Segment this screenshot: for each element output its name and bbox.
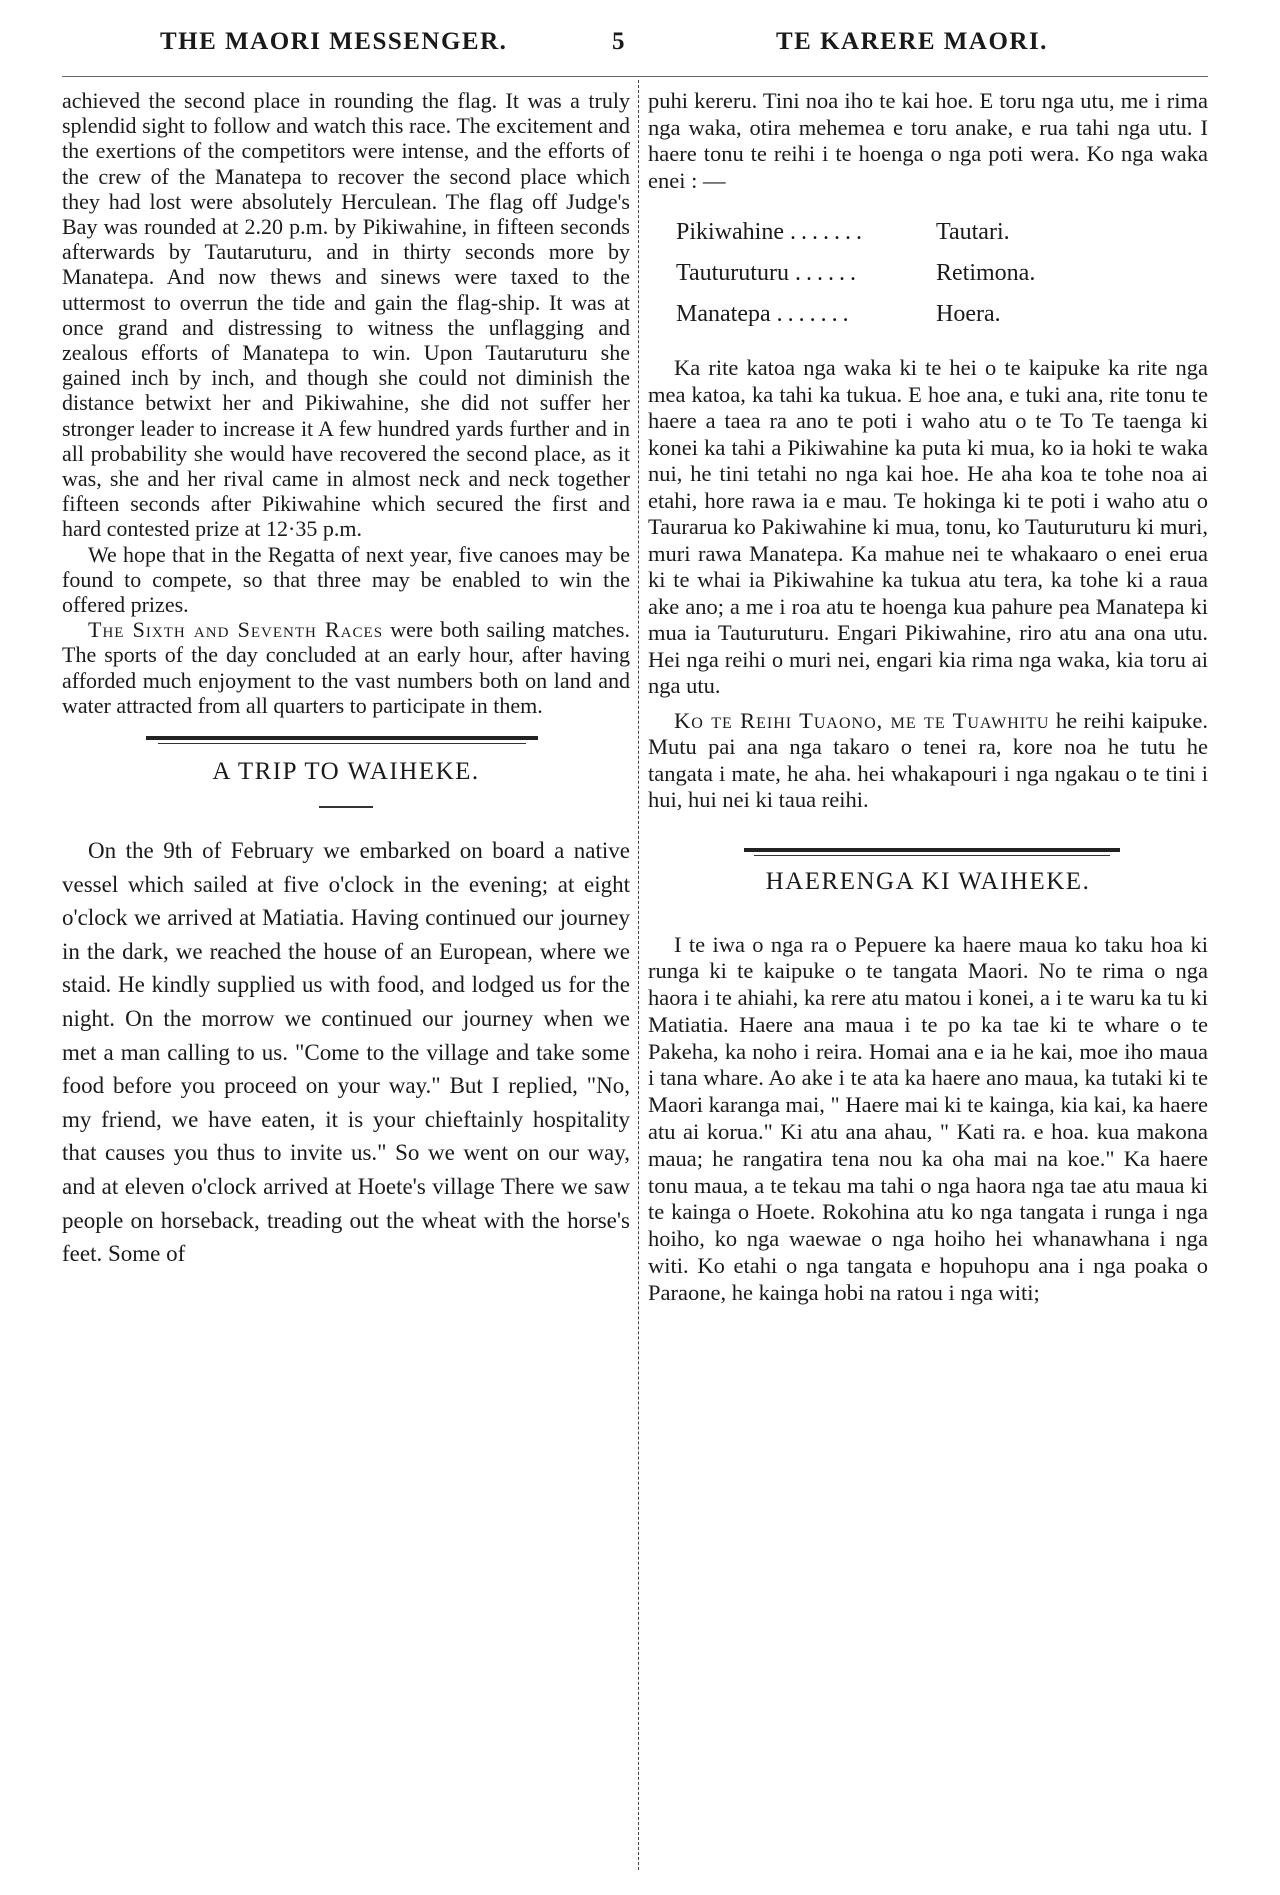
sixth-seventh-races-paragraph — [62, 617, 630, 718]
crew-name: Retimona. — [936, 260, 1036, 286]
sixth-seventh-maori-paragraph — [648, 708, 1208, 814]
crew-name: Tautari. — [936, 219, 1010, 245]
column-divider — [638, 80, 639, 1870]
sixth-seventh-maori-lead: Ko te Reihi Tuaono, me te Tuawhitu — [674, 707, 1050, 733]
header-title-maori: TE KARERE MAORI. — [776, 28, 1048, 55]
header-title-english: THE MAORI MESSENGER. — [160, 28, 508, 55]
race-report-paragraph: achieved the second place in rounding the flag. It was a truly splendid sight to follow and watch this race. The excitement and the exertions of the competitors were intense, and the efforts of the crew of the Manatepa to recover the second place which they had lost were absolutely Herculean. The flag off Judge's Bay was rounded at 2.20 p.m. by Pikiwahine, in fifteen seconds afterwards by Tautaruturu, and in thirty seconds more by Manatepa. And now thews and sinews were taxed to the uttermost to overrun the tide and gain the flag-ship. It was at once grand and distressing to witness the unflagging and zealous efforts of Manatepa to win. Upon Tautaruturu she gained inch by inch, and though she could not diminish the distance betwixt her and Pikiwahine, she did not suffer her stronger leader to increase it A few hundred yards further and in all probability she would have recovered the second place, as it was, she and her rival came in almost neck and neck together fifteen seconds after Pikiwahine which secured the first and hard contested prize at 12·35 p.m. — [62, 88, 630, 542]
canoe-row: Manatepa ....... Hoera. — [676, 301, 1001, 327]
opening-paragraph: puhi kereru. Tini noa iho te kai hoe. E toru nga utu, me i rima nga waka, otira mehemea e toru anake, e rua tahi nga utu. I haere tonu te reihi i te hoenga o nga poti wera. Ko nga waka enei : — — [648, 88, 1208, 193]
canoe-row: Pikiwahine ....... Tautari. — [676, 219, 1010, 245]
trip-paragraph: On the 9th of February we embarked on board a native vessel which sailed at five o'clock in the evening; at eight o'clock we arrived at Matiatia. Having continued our journey in the dark, we reached the house of an European, where we staid. He kindly supplied us with food, and lodged us for the night. On the morrow we continued our journey when we met a man calling to us. "Come to the village and take some food before you proceed on your way." But I replied, "No, my friend, we have eaten, it is your chieftainly hospitality that causes you thus to invite us." So we went on our way, and at eleven o'clock arrived at Hoete's village There we saw people on horseback, treading out the wheat with the horse's feet. Some of — [62, 838, 630, 1267]
canoe-name: Pikiwahine — [676, 219, 784, 245]
sixth-seventh-races-text: were both sailing matches. The sports of the day concluded at an early hour, after having afforded much enjoyment to the vast numbers both on land and water attracted from all quarters to participate in them. — [62, 617, 630, 718]
canoe-name: Manatepa — [676, 301, 771, 327]
section-divider — [62, 736, 630, 748]
regatta-hope-paragraph: We hope that in the Regatta of next year, five canoes may be found to compete, so that three may be enabled to win the offered prizes. — [62, 541, 630, 618]
haerenga-paragraph: I te iwa o nga ra o Pepuere ka haere maua ko taku hoa ki runga ki te kaipuke o te tangata Maori. No te rima o nga haora i te ahiahi, ka rere atu matou i konei, a i te waru ka tu ki Matiatia. Haere ana maua i te po ka tae ki te whare o te Pakeha, ka noho i reira. Homai ana e ia he kai, moe iho maua i tana whare. Ao ake i te ata ka haere ano maua, ka tutaki ki te Maori karanga mai, " Haere mai ki te kainga, kia kai, ka haere atu ai korua." Ki atu ana ahau, " Kati ra. e hoa. kua makona maua; he rangatira tena nou ka oha mai na koe." Ka haere tonu maua, a te tekau ma tahi o nga haora nga tae atu maua ki te kainga o Hoete. Rokohina atu ko nga tangata i runga i nga hoiho, ko nga waewae o nga hoiho hei whanawhana i nga witi. Ko etahi o nga tangata e hopuhopu ana i nga poaka o Paraone, he kainga hobi na ratou i nga witi; — [648, 931, 1208, 1305]
english-column — [62, 88, 630, 1271]
sixth-seventh-maori-text: he reihi kaipuke. Mutu pai ana nga takaro o tenei ra, kore noa he tutu he tangata i mate, he aha. hei whakapouri i nga ngakau o te tini i hui, hui nei ki taua reihi. — [648, 707, 1208, 812]
page-number: 5 — [612, 28, 626, 55]
haerenga-heading: HAERENGA KI WAIHEKE. — [765, 867, 1091, 895]
race-maori-paragraph: Ka rite katoa nga waka ki te hei o te kaipuke ka rite nga mea katoa, ka tahi ka tukua. E hoe ana, e tuki ana, rite tonu te haere a taea ra ano te poti i waho atu o te To Te taenga ki konei ka tahi a Pikiwahine ka puta ki mua, ko ia hoki te waka nui, he tini tetahi no nga kai hoe. He aha koa te tohe noa ai etahi, hore rawa ia e mau. Te hokinga ki te poti i waho atu o Taurarua ko Pakiwahine ki mua, tonu, ko Tauturuturu ki muri, muri rawa Manatepa. Ka mahue nei te whakaaro o enei erua ki te whai ia Pikiwahine ka tukua atu tera, ka tohe ki a raua ake ano; a me i roa atu te hoenga kua pahure pea Manatepa ki mua ia Tauturuturu. Engari Pikiwahine, riro atu ana ona utu. Hei nga reihi o muri nei, engari kia rima nga waka, kia toru ai nga utu. — [648, 355, 1208, 698]
canoe-name: Tauturuturu — [676, 260, 789, 286]
sixth-seventh-races-lead: The Sixth and Seventh Races — [88, 617, 384, 643]
canoe-crew-table — [676, 212, 1208, 335]
crew-name: Hoera. — [936, 301, 1001, 327]
section-divider — [648, 848, 1208, 860]
trip-heading: A TRIP TO WAIHEKE. — [212, 758, 480, 786]
running-header — [0, 28, 1280, 68]
maori-column — [648, 88, 1208, 1307]
canoe-row: Tauturuturu ...... Retimona. — [676, 260, 1036, 286]
header-rule — [62, 76, 1208, 77]
